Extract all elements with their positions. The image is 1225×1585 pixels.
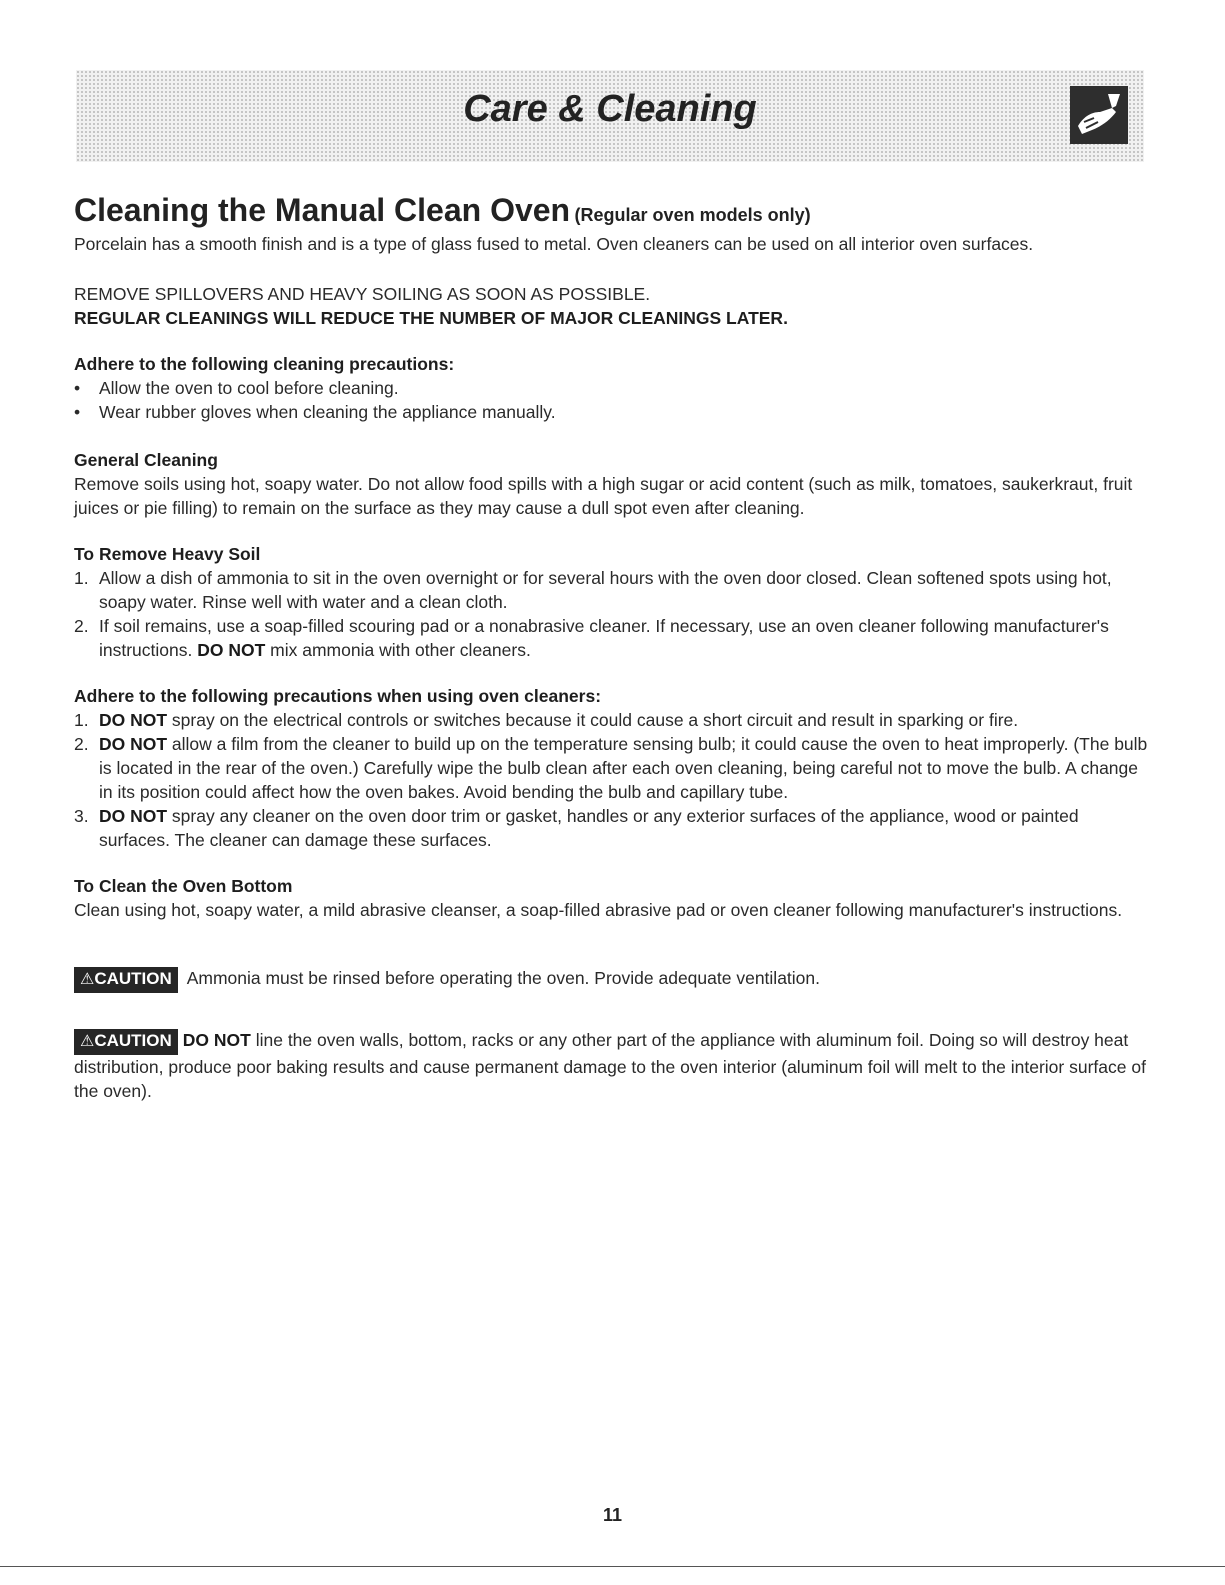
general-cleaning-text: Remove soils using hot, soapy water. Do not allow food spills with a high sugar or acid content (such as milk, tomatoes, saukerkraut, fruit juices or pie filling) to remain on the surface as they may cause a dull spot even after cleaning.: [74, 474, 1133, 518]
list-item: 1. DO NOT spray on the electrical controls or switches because it could cause a short circuit and result in sparking or fire.: [74, 710, 1019, 730]
intro-text: Porcelain has a smooth finish and is a type of glass fused to metal. Oven cleaners can be used on all interior oven surfaces.: [74, 234, 1034, 254]
precautions-heading: Adhere to the following cleaning precautions:: [74, 354, 455, 374]
caution-ammonia: ⚠CAUTION Ammonia must be rinsed before operating the oven. Provide adequate ventilation.: [74, 966, 1149, 993]
cleaning-hand-icon: [1070, 86, 1128, 144]
heavy-soil-heading: To Remove Heavy Soil: [74, 544, 261, 564]
page-subtitle: (Regular oven models only): [574, 205, 811, 225]
caution-badge: ⚠CAUTION: [74, 967, 178, 993]
page-title: Cleaning the Manual Clean Oven: [74, 192, 571, 228]
warning-icon: ⚠: [80, 1033, 95, 1050]
notice-remove-spillovers: REMOVE SPILLOVERS AND HEAVY SOILING AS SOON AS POSSIBLE.: [74, 284, 651, 304]
oven-bottom-text: Clean using hot, soapy water, a mild abrasive cleanser, a soap-filled abrasive pad or oven cleaner following manufacturer's instructions.: [74, 900, 1123, 920]
oven-cleaners-heading: Adhere to the following precautions when using oven cleaners:: [74, 686, 602, 706]
list-item: • Wear rubber gloves when cleaning the appliance manually.: [74, 402, 556, 422]
list-item: 3. DO NOT spray any cleaner on the oven door trim or gasket, handles or any exterior surfaces of the appliance, wood or painted surfaces. The cleaner can damage these surfaces.: [74, 806, 1079, 850]
oven-cleaners-list: [74, 708, 1149, 852]
list-item: 2. If soil remains, use a soap-filled scouring pad or a nonabrasive cleaner. If necessary, use an oven cleaner following manufacturer's instructions. DO NOT mix ammonia with other cleaners.: [74, 616, 1109, 660]
heavy-soil-list: [74, 566, 1149, 662]
precautions-list: [74, 376, 1149, 424]
list-item: • Allow the oven to cool before cleaning.: [74, 378, 399, 398]
page-heading: [74, 192, 811, 229]
section-banner: [76, 70, 1144, 162]
oven-bottom-heading: To Clean the Oven Bottom: [74, 876, 293, 896]
warning-icon: ⚠: [80, 971, 95, 988]
caution-aluminum-foil: ⚠CAUTION DO NOT line the oven walls, bottom, racks or any other part of the appliance with aluminum foil. Doing so will destroy heat distribution, produce poor baking results and cause permanent damage to the oven interior (aluminum foil will melt to the interior surface of the oven).: [74, 1030, 1146, 1101]
list-item: 2. DO NOT allow a film from the cleaner to build up on the temperature sensing bulb; it could cause the oven to heat improperly. (The bulb is located in the rear of the oven.) Carefully wipe the bulb clean after each oven cleaning, being careful not to move the bulb. A change in its position could affect how the oven bakes. Avoid bending the bulb and capillary tube.: [74, 734, 1148, 802]
page-number: 11: [602, 1505, 623, 1525]
list-item: 1. Allow a dish of ammonia to sit in the oven overnight or for several hours with the oven door closed. Clean softened spots using hot, soapy water. Rinse well with water and a clean cloth.: [74, 568, 1112, 612]
general-cleaning-heading: General Cleaning: [74, 450, 218, 470]
banner-title: Care & Cleaning: [463, 88, 757, 130]
notice-regular-cleanings: REGULAR CLEANINGS WILL REDUCE THE NUMBER OF MAJOR CLEANINGS LATER.: [74, 308, 788, 328]
caution-badge: ⚠CAUTION: [74, 1029, 178, 1055]
bottom-divider: [0, 1566, 1225, 1567]
